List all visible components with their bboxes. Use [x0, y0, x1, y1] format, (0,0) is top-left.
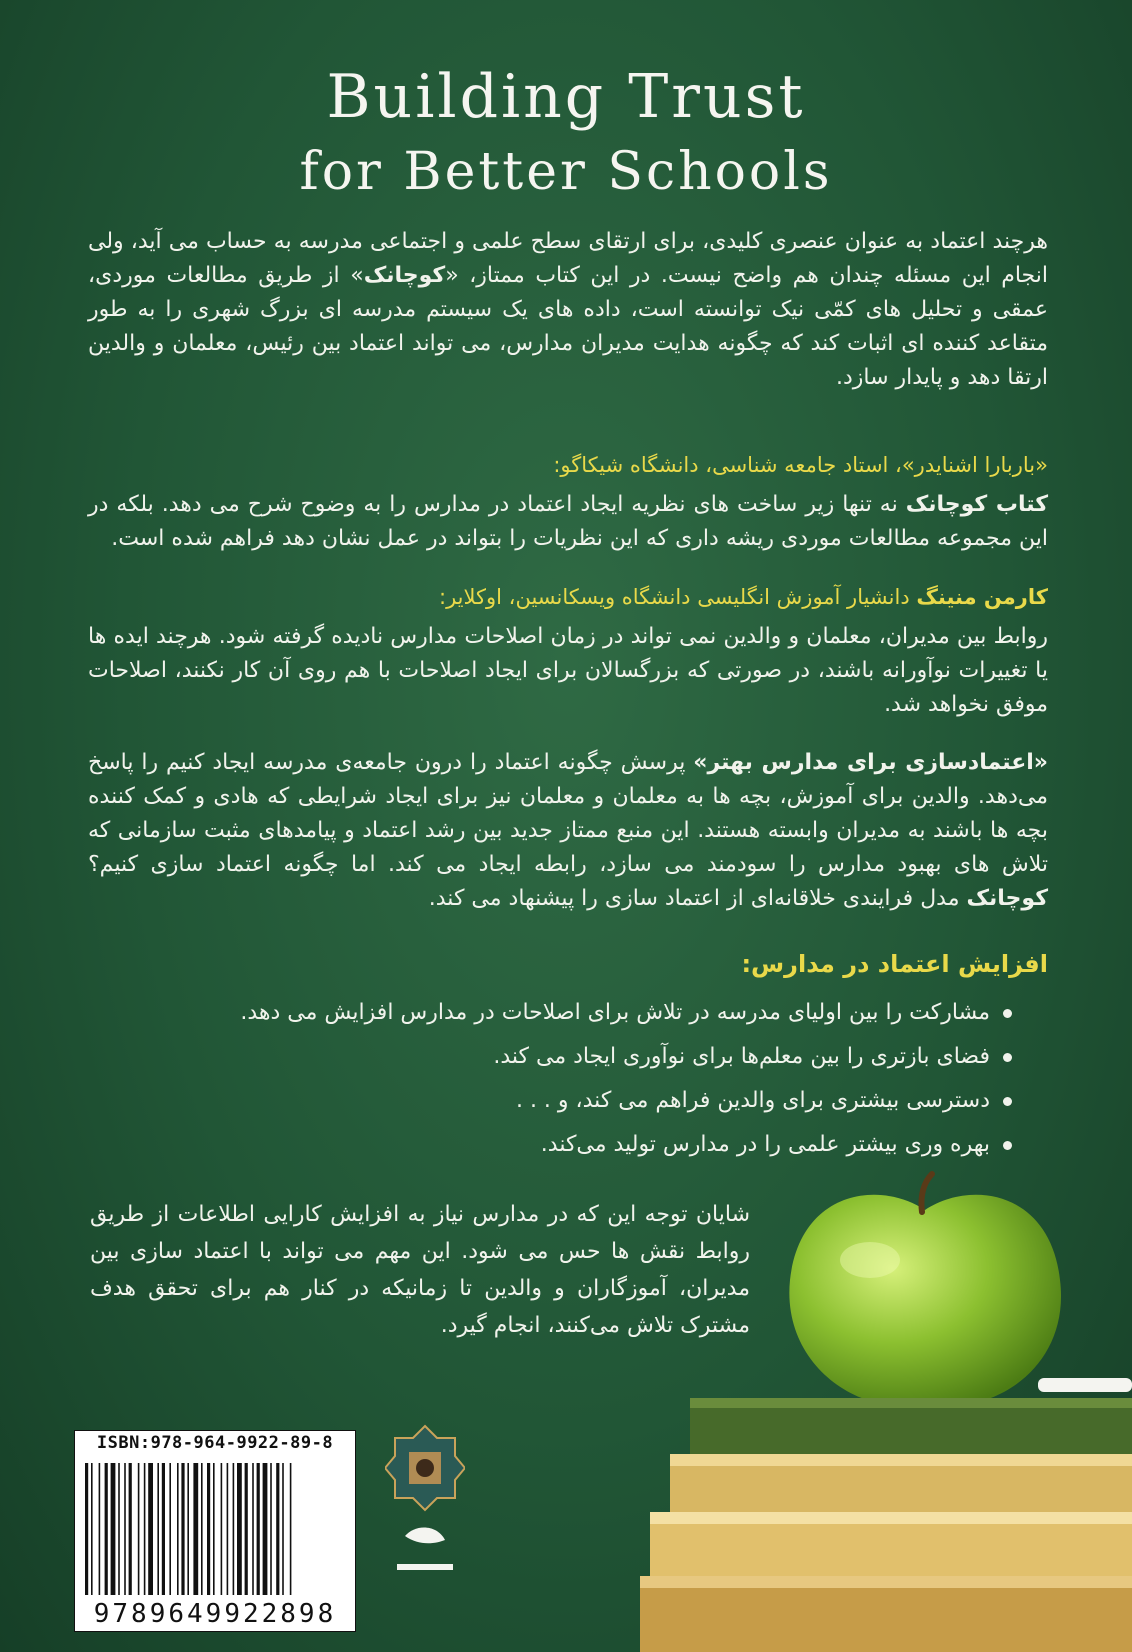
benefits-heading: افزایش اعتماد در مدارس:: [741, 950, 1048, 978]
barcode-bar: [99, 1463, 101, 1595]
list-item: دسترسی بیشتری برای والدین فراهم می کند، و . . .: [112, 1084, 1012, 1128]
barcode-bar: [276, 1463, 279, 1595]
barcode-bar: [144, 1463, 146, 1595]
benefits-list: [112, 996, 1012, 1172]
publisher-emblem-icon: [385, 1424, 465, 1594]
barcode-bar: [227, 1463, 229, 1595]
barcode-bar: [148, 1463, 153, 1595]
list-item: مشارکت را بین اولیای مدرسه در تلاش برای اصلاحات در مدارس افزایش می دهد.: [112, 996, 1012, 1040]
author-name: کوچانک: [363, 263, 446, 288]
barcode-bar: [237, 1463, 242, 1595]
title-line-2: for Better Schools: [299, 142, 833, 202]
barcode-bar: [213, 1463, 215, 1595]
barcode-bar: [85, 1463, 88, 1595]
barcode-bar: [252, 1463, 254, 1595]
quote2-heading: کارمن منینگ دانشیار آموزش انگلیسی دانشگاه ویسکانسین، اوکلایر:: [439, 585, 1048, 609]
quote1-heading: «باربارا اشنایدر»، استاد جامعه شناسی، دانشگاه شیکاگو:: [553, 453, 1048, 477]
barcode-bar: [201, 1463, 203, 1595]
summary-paragraph: «اعتمادسازی برای مدارس بهتر» پرسش چگونه اعتماد را درون جامعه‌ی مدرسه ایجاد کنیم را پاسخ می‌دهد. والدین برای آموزش، بچه ها به معلمان و معلمان نیز برای ایجاد شرایطی که هادی و کمک کننده بچه ها باشند به مدیران وابسته هستند. این منبع ممتاز جدید بین رشد اعتماد و پیامدهای مثبت سازمانی که تلاش های بهبود مدارس را سودمند می سازد، رابطه ایجاد می کند. اما چگونه اعتماد سازی کنیم؟ کوچانک مدل فرایندی خلاقانه‌ای از اعتماد سازی را پیشنهاد می کند.: [88, 750, 1048, 911]
barcode-bar: [157, 1463, 159, 1595]
barcode-bar: [111, 1463, 116, 1595]
barcode-bar: [138, 1463, 140, 1595]
list-item: بهره وری بیشتر علمی را در مدارس تولید می‌کند.: [112, 1128, 1012, 1172]
barcode-bar: [105, 1463, 108, 1595]
barcode-bar: [91, 1463, 93, 1595]
list-item: فضای بازتری را بین معلم‌ها برای نوآوری ایجاد می کند.: [112, 1040, 1012, 1084]
barcode-bar: [169, 1463, 171, 1595]
barcode-bar: [193, 1463, 198, 1595]
barcode-digits: 9789649922898: [93, 1599, 337, 1629]
isbn-label: ISBN:978-964-9922-89-8: [96, 1433, 334, 1453]
title-line-1: Building Trust: [326, 62, 806, 132]
intro-paragraph: هرچند اعتماد به عنوان عنصری کلیدی، برای ارتقای سطح علمی و اجتماعی مدرسه به حساب می آید، ولی انجام این مسئله چندان هم واضح نیست. در این کتاب ممتاز، «کوچانک» از طریق مطالعات موردی، عمقی و تحلیل های کمّی نیک توانسته است، داده های یک سیستم مدرسه ای بزرگ شهری را به طور متقاعد کننده ای اثبات کند که چگونه هدایت مدیران مدارس، می تواند اعتماد بین رئیس، معلمان و والدین ارتقا دهد و پایدار سازد.: [88, 229, 1048, 390]
barcode-bar: [181, 1463, 184, 1595]
barcode-bar: [257, 1463, 260, 1595]
barcode-bar: [221, 1463, 223, 1595]
quote2-text: روابط بین مدیران، معلمان و والدین نمی تواند در زمان اصلاحات مدارس نادیده گرفته شود. هرچند ایده ها یا تغییرات نوآورانه باشند، در صورتی که بزرگسالان برای ایجاد اصلاحات با هم روی آن کار نکنند، اصلاحات موفق نخواهد شد.: [88, 624, 1048, 717]
barcode-icon: [83, 1463, 347, 1595]
isbn-barcode: [74, 1430, 356, 1632]
barcode-bar: [124, 1463, 126, 1595]
barcode-bar: [129, 1463, 132, 1595]
barcode-bar: [245, 1463, 248, 1595]
closing-paragraph: شایان توجه این که در مدارس نیاز به افزایش کارایی اطلاعات از طریق روابط نقش ها حس می شود. این مهم می تواند با اعتماد سازی بین مدیران، آموزگاران و والدین تا زمانیکه در کنار هم برای تحقق هدف مشترک تلاش می‌کنند، انجام گیرد.: [90, 1202, 750, 1338]
barcode-bar: [162, 1463, 165, 1595]
barcode-bar: [207, 1463, 210, 1595]
barcode-bar: [282, 1463, 284, 1595]
barcode-bar: [263, 1463, 268, 1595]
barcode-bar: [233, 1463, 235, 1595]
barcode-bar: [177, 1463, 179, 1595]
barcode-bar: [118, 1463, 120, 1595]
book-stack-icon: [640, 1370, 1132, 1652]
quote1-text: کتاب کوچانک نه تنها زیر ساخت های نظریه ایجاد اعتماد در مدارس را به وضوح شرح می دهد. بلکه در این مجموعه مطالعات موردی ریشه داری که این نظریات را بتواند در عمل نشان دهد فراهم شده است.: [88, 492, 1049, 551]
barcode-bar: [290, 1463, 292, 1595]
barcode-bar: [187, 1463, 189, 1595]
barcode-bar: [270, 1463, 272, 1595]
